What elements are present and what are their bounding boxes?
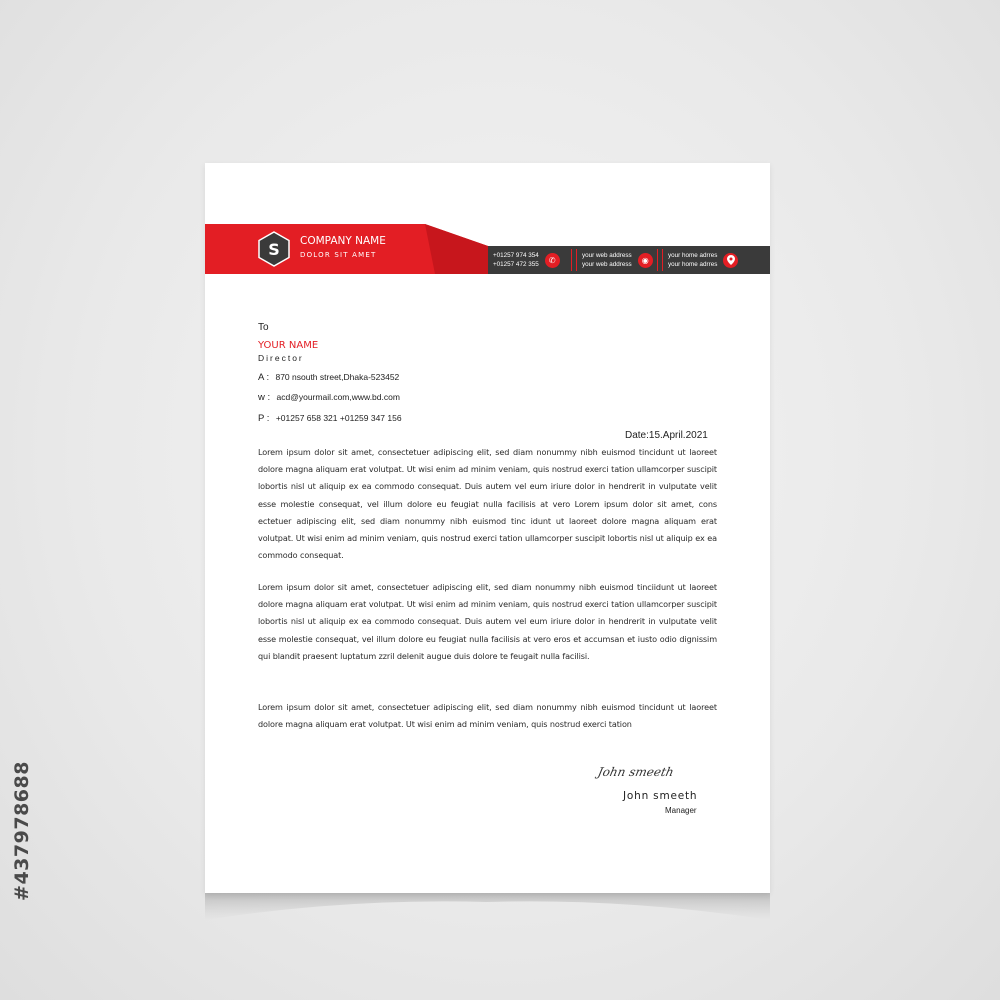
location-pin-icon xyxy=(723,253,738,268)
phone-line-2: +01257 472 355 xyxy=(493,261,539,268)
to-label: To xyxy=(258,322,269,333)
phone-key: P : xyxy=(258,413,270,424)
stock-id-watermark xyxy=(4,756,40,906)
handwritten-signature: John smeeth xyxy=(596,765,676,779)
logo-letter: S xyxy=(268,240,280,259)
contact-divider xyxy=(576,249,577,271)
company-name: COMPANY NAME xyxy=(300,235,386,247)
address-row xyxy=(258,372,399,383)
signer-name: John smeeth xyxy=(623,790,698,802)
signer-title: Manager xyxy=(665,806,697,815)
address-line-2: your home adrres xyxy=(668,261,718,268)
web-key: w : xyxy=(258,392,271,403)
address-contact xyxy=(668,246,738,274)
web-value: acd@yourmail.com,www.bd.com xyxy=(276,392,400,402)
web-line-1: your web address xyxy=(582,252,632,259)
company-tagline: DOLOR SIT AMET xyxy=(300,251,377,259)
company-logo-icon xyxy=(257,231,291,267)
letter-date: Date:15.April.2021 xyxy=(625,430,708,441)
address-value: 870 nsouth street,Dhaka-523452 xyxy=(275,372,400,382)
contact-bar xyxy=(488,246,770,274)
letterhead-header xyxy=(205,224,770,274)
body-paragraph-1: Lorem ipsum dolor sit amet, consectetuer adipiscing elit, sed diam nonummy nibh euismod tincidunt ut laoreet dolore magna aliquam erat volutpat. Ut wisi enim ad minim veniam, quis nostrud exerci tation ullamcorper suscipit lobortis nisl ut aliquip ex ea commodo consequat. Duis autem vel eum iriure dolor in hendrerit in vulputate velit esse molestie consequat, vel illum dolore eu feugiat nulla facilisis at vero Lorem ipsum dolor sit amet, cons ectetuer adipiscing elit, sed diam nonummy nibh euismod tinc idunt ut laoreet dolore magna aliquam erat volutpat. Ut wisi enim ad minim veniam, quis nostrud exerci tation ullamcorper suscipit lobortis nisl ut aliquip ex ea commodo consequat. xyxy=(258,447,717,561)
address-line-1: your home adrres xyxy=(668,252,718,259)
web-row xyxy=(258,392,400,403)
globe-icon: ◉ xyxy=(638,253,653,268)
address-key: A : xyxy=(258,372,270,383)
stock-id-text: #437978688 xyxy=(11,761,33,901)
body-paragraph-2: Lorem ipsum dolor sit amet, consectetuer adipiscing elit, sed diam nonummy nibh euismod tinciidunt ut laoreet dolore magna aliquam erat volutpat. Ut wisi enim ad minim veniam, quis nostrud exerci tation ullamcorper suscipit lobortis nisl ut aliquip ex ea commodo consequat. Duis autem vel eum iriure dolor in hendrerit in vulputate velit esse molestie consequat, vel illum dolore eu feugiat nulla facilisis at vero eros et accumsan et iusto odio dignissim qui blandit praesent luptatum zzril delenit augue duis dolore te feugait nulla facilisi. xyxy=(258,582,717,661)
red-header-band xyxy=(205,224,488,274)
phone-value: +01257 658 321 +01259 347 156 xyxy=(275,413,402,423)
contact-divider xyxy=(657,249,658,271)
phone-line-1: +01257 974 354 xyxy=(493,252,539,259)
phone-row xyxy=(258,413,402,424)
recipient-name: YOUR NAME xyxy=(258,340,319,351)
phone-contact xyxy=(493,246,560,274)
contact-divider xyxy=(662,249,663,271)
recipient-title: Director xyxy=(258,353,304,363)
contact-divider xyxy=(571,249,572,271)
web-line-2: your web address xyxy=(582,261,632,268)
web-contact xyxy=(582,246,653,274)
phone-icon: ✆ xyxy=(545,253,560,268)
body-paragraph-3: Lorem ipsum dolor sit amet, consectetuer adipiscing elit, sed diam nonummy nibh euismod tincidunt ut laoreet dolore magna aliquam erat volutpat. Ut wisi enim ad minim veniam, quis nostrud exerci tation xyxy=(258,702,717,730)
letterhead-page xyxy=(205,163,770,893)
